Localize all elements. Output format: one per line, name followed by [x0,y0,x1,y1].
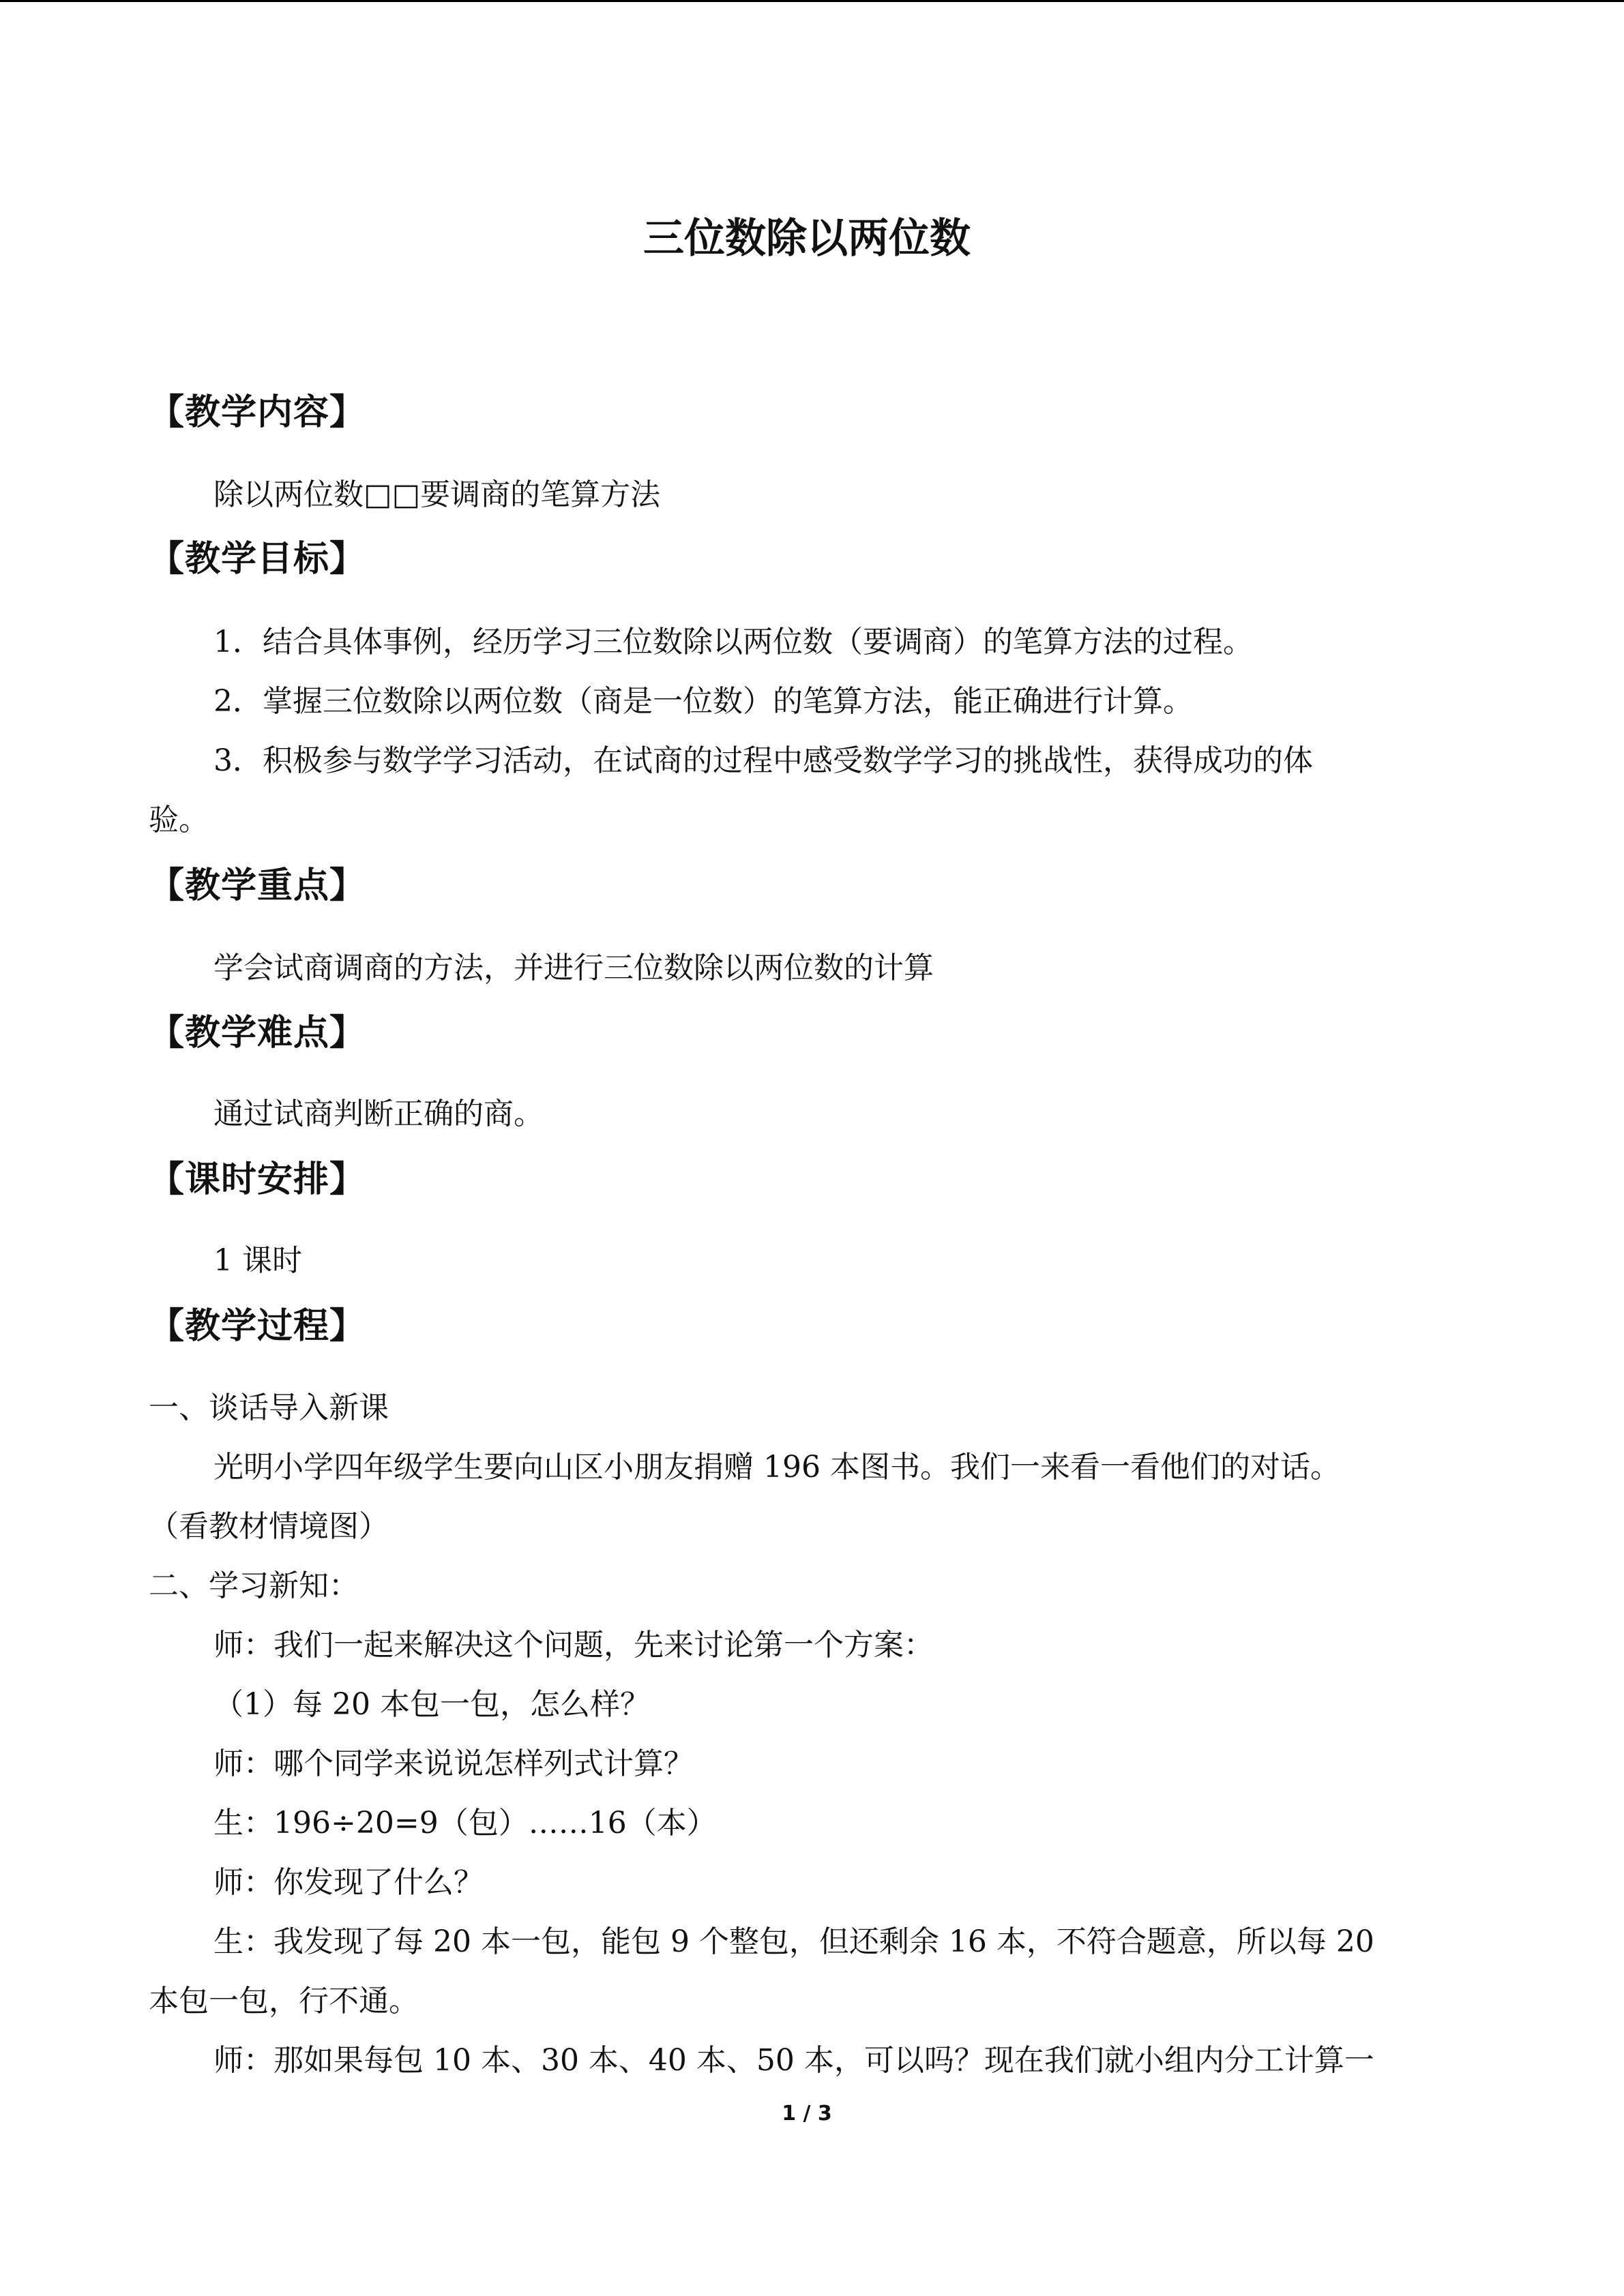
section-heading-goals: 【教学目标】 [149,538,366,580]
process-line-5: 师：我们一起来解决这个问题，先来讨论第一个方案： [213,1628,934,1663]
content-text: 除以两位数□□要调商的笔算方法 [213,477,661,512]
process-line-2: 光明小学四年级学生要向山区小朋友捐赠 196 本图书。我们一来看一看他们的对话。 [213,1450,1340,1485]
process-line-10: 生：我发现了每 20 本一包，能包 9 个整包，但还剩余 16 本，不符合题意，所以每 20 [213,1924,1374,1959]
goal-item-2: 2．掌握三位数除以两位数（商是一位数）的笔算方法，能正确进行计算。 [213,684,1193,719]
section-heading-content: 【教学内容】 [149,391,366,433]
goal-item-1: 1．结合具体事例，经历学习三位数除以两位数（要调商）的笔算方法的过程。 [213,625,1253,659]
section-heading-process: 【教学过程】 [149,1305,366,1347]
key-points-text: 学会试商调商的方法，并进行三位数除以两位数的计算 [213,951,934,985]
section-heading-difficulties: 【教学难点】 [149,1012,366,1054]
document-title: 三位数除以两位数 [643,215,971,263]
document-page [149,0,1465,2296]
page-number: 1 / 3 [782,2102,832,2126]
process-line-12: 师：那如果每包 10 本、30 本、40 本、50 本，可以吗？现在我们就小组内分工计算一 [213,2043,1374,2078]
process-line-11: 本包一包，行不通。 [149,1984,419,2018]
process-line-8: 生：196÷20=9（包）……16（本） [213,1806,717,1840]
process-line-6: （1）每 20 本包一包，怎么样？ [213,1687,650,1722]
process-line-7: 师：哪个同学来说说怎样列式计算？ [213,1746,694,1781]
goal-item-3-continued: 验。 [149,803,209,837]
process-line-1: 一、谈话导入新课 [149,1390,389,1425]
difficulties-text: 通过试商判断正确的商。 [213,1097,544,1131]
section-heading-key-points: 【教学重点】 [149,865,366,906]
goal-item-3: 3．积极参与数学学习活动，在试商的过程中感受数学学习的挑战性，获得成功的体 [213,743,1313,778]
process-line-4: 二、学习新知： [149,1568,359,1603]
schedule-text: 1 课时 [213,1243,302,1278]
section-heading-schedule: 【课时安排】 [149,1159,366,1200]
process-line-3: （看教材情境图） [149,1509,389,1544]
process-line-9: 师：你发现了什么？ [213,1865,484,1900]
